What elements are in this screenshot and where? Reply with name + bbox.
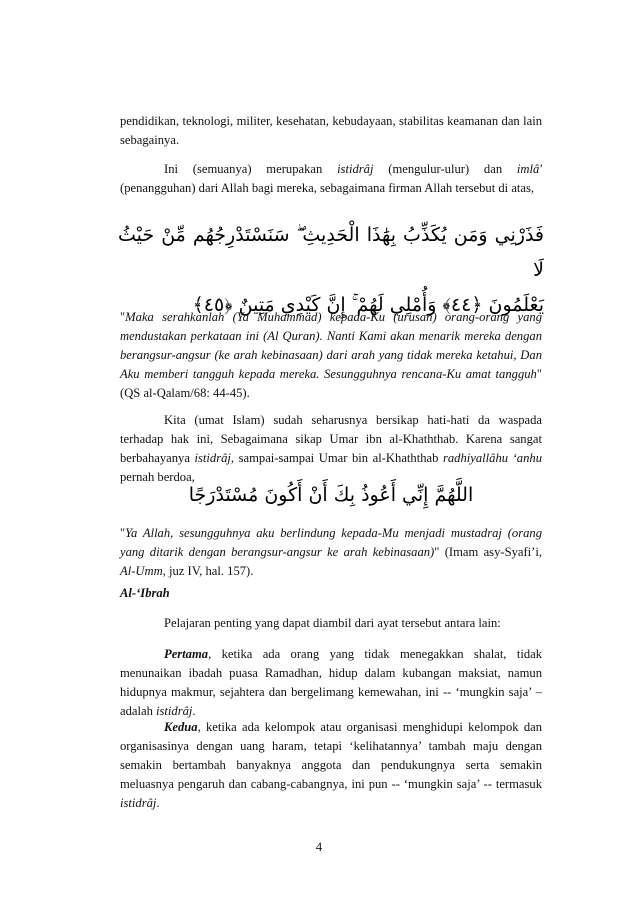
text-run: , ketika ada orang yang tidak menegakkan shalat, tidak menunaikan ibadah puasa Ramadhan, hidup dalam kubangan maksiat, namun hidupnya makmur, sejahtera dan bergelimang kemewahan, ini -- ‘mungkin saja’ – adalah [120,647,542,718]
text-run: (mengulur-ulur) dan [373,162,517,176]
quote-mark: " [120,310,126,324]
citation: " (Imam asy-Syafi’i, [434,545,542,559]
arabic-line-1: فَذَرْنِي وَمَن يُكَذِّبُ بِهَٰذَا الْحَدِيثِ ۖ سَنَسْتَدْرِجُهُم مِّنْ حَيْثُ لَا [118,224,544,281]
paragraph-lessons-intro [120,614,542,633]
lesson-label: Pertama [164,647,209,661]
paragraph-continuation [120,112,542,150]
italic-term: istidrâj [156,704,193,718]
paragraph-first-lesson [120,645,542,721]
italic-term: radhiyallâhu ‘anhu [442,451,542,465]
translation-text: Maka serahkanlah (Ya Muhammad) kepada-Ku (urusan) orang-orang yang mendustakan perkataan ini (Al Quran). Nanti Kami akan menarik mereka dengan berangsur-angsur (ke arah kebinasaan) dari arah yang tidak mereka ketahui, Dan Aku memberi tangguh kepada mereka. Sesungguhnya rencana-Ku amat tangguh [120,310,542,381]
text-run: pernah berdoa, [120,470,195,484]
translation-text: Ya Allah, sesungguhnya aku berlindung kepada-Mu menjadi mustadraj (orang yang ditarik dengan berangsur-angsur ke arah kebinasaan) [120,526,542,559]
prayer-translation [120,524,542,581]
paragraph-text: Pelajaran penting yang dapat diambil dari ayat tersebut antara lain: [164,616,501,630]
text-run: . [192,704,196,718]
citation: , juz IV, hal. 157). [162,564,254,578]
arabic-prayer-line: اللَّهُمَّ إِنِّي أَعُوذُ بِكَ أَنْ أَكُونَ مُسْتَدْرَجًا [188,484,474,506]
italic-term: istidrâj [120,796,157,810]
paragraph-second-lesson [120,718,542,813]
paragraph-text: pendidikan, teknologi, militer, kesehatan, kebudayaan, stabilitas keamanan dan lain sebagainya. [120,114,542,147]
text-run: Kita (umat Islam) sudah seharusnya bersikap hati-hati da waspada terhadap hak ini, Sebagaimana sikap Umar ibn al-Khaththab. Karena sangat berbahayanya [120,413,542,465]
quote-mark: " [120,526,126,540]
page-number: 4 [315,840,323,854]
verse-translation [120,308,542,403]
section-heading: Al-‘Ibrah [120,586,170,600]
arabic-line-2: يَعْلَمُونَ ﴿٤٤﴾ وَأُمْلِي لَهُمْ ۚ إِنَّ كَيْدِي مَتِينٌ ﴿٤٥﴾ [192,294,544,316]
paragraph-umar [120,411,542,487]
text-run: , sampai-sampai Umar bin al-Khaththab [230,451,443,465]
lesson-label: Kedua [164,720,198,734]
text-run: , ketika ada kelompok atau organisasi menghidupi kelompok dan organisasinya dengan uang haram, tetapi ‘kelihatannya’ tambah maju dengan semakin bertambah banyaknya anggota dan pendukungnya serta semakin meluasnya pengaruh dan cabang-cabangnya, ini pun -- ‘mungkin saja’ -- termasuk [120,720,542,791]
book-title: Al-Umm [120,564,163,578]
italic-term: istidrâj [194,451,231,465]
paragraph-istidraj-intro [120,160,542,198]
text-run: Ini (semuanya) merupakan [164,162,338,176]
text-run: (penangguhan) dari Allah bagi mereka, sebagaimana firman Allah tersebut di atas, [120,181,535,195]
italic-term: istidrâj [337,162,374,176]
prayer-arabic [118,478,544,513]
citation: " (QS al-Qalam/68: 44-45). [120,367,542,400]
italic-term: imlâ' [516,162,542,176]
text-run: . [156,796,160,810]
